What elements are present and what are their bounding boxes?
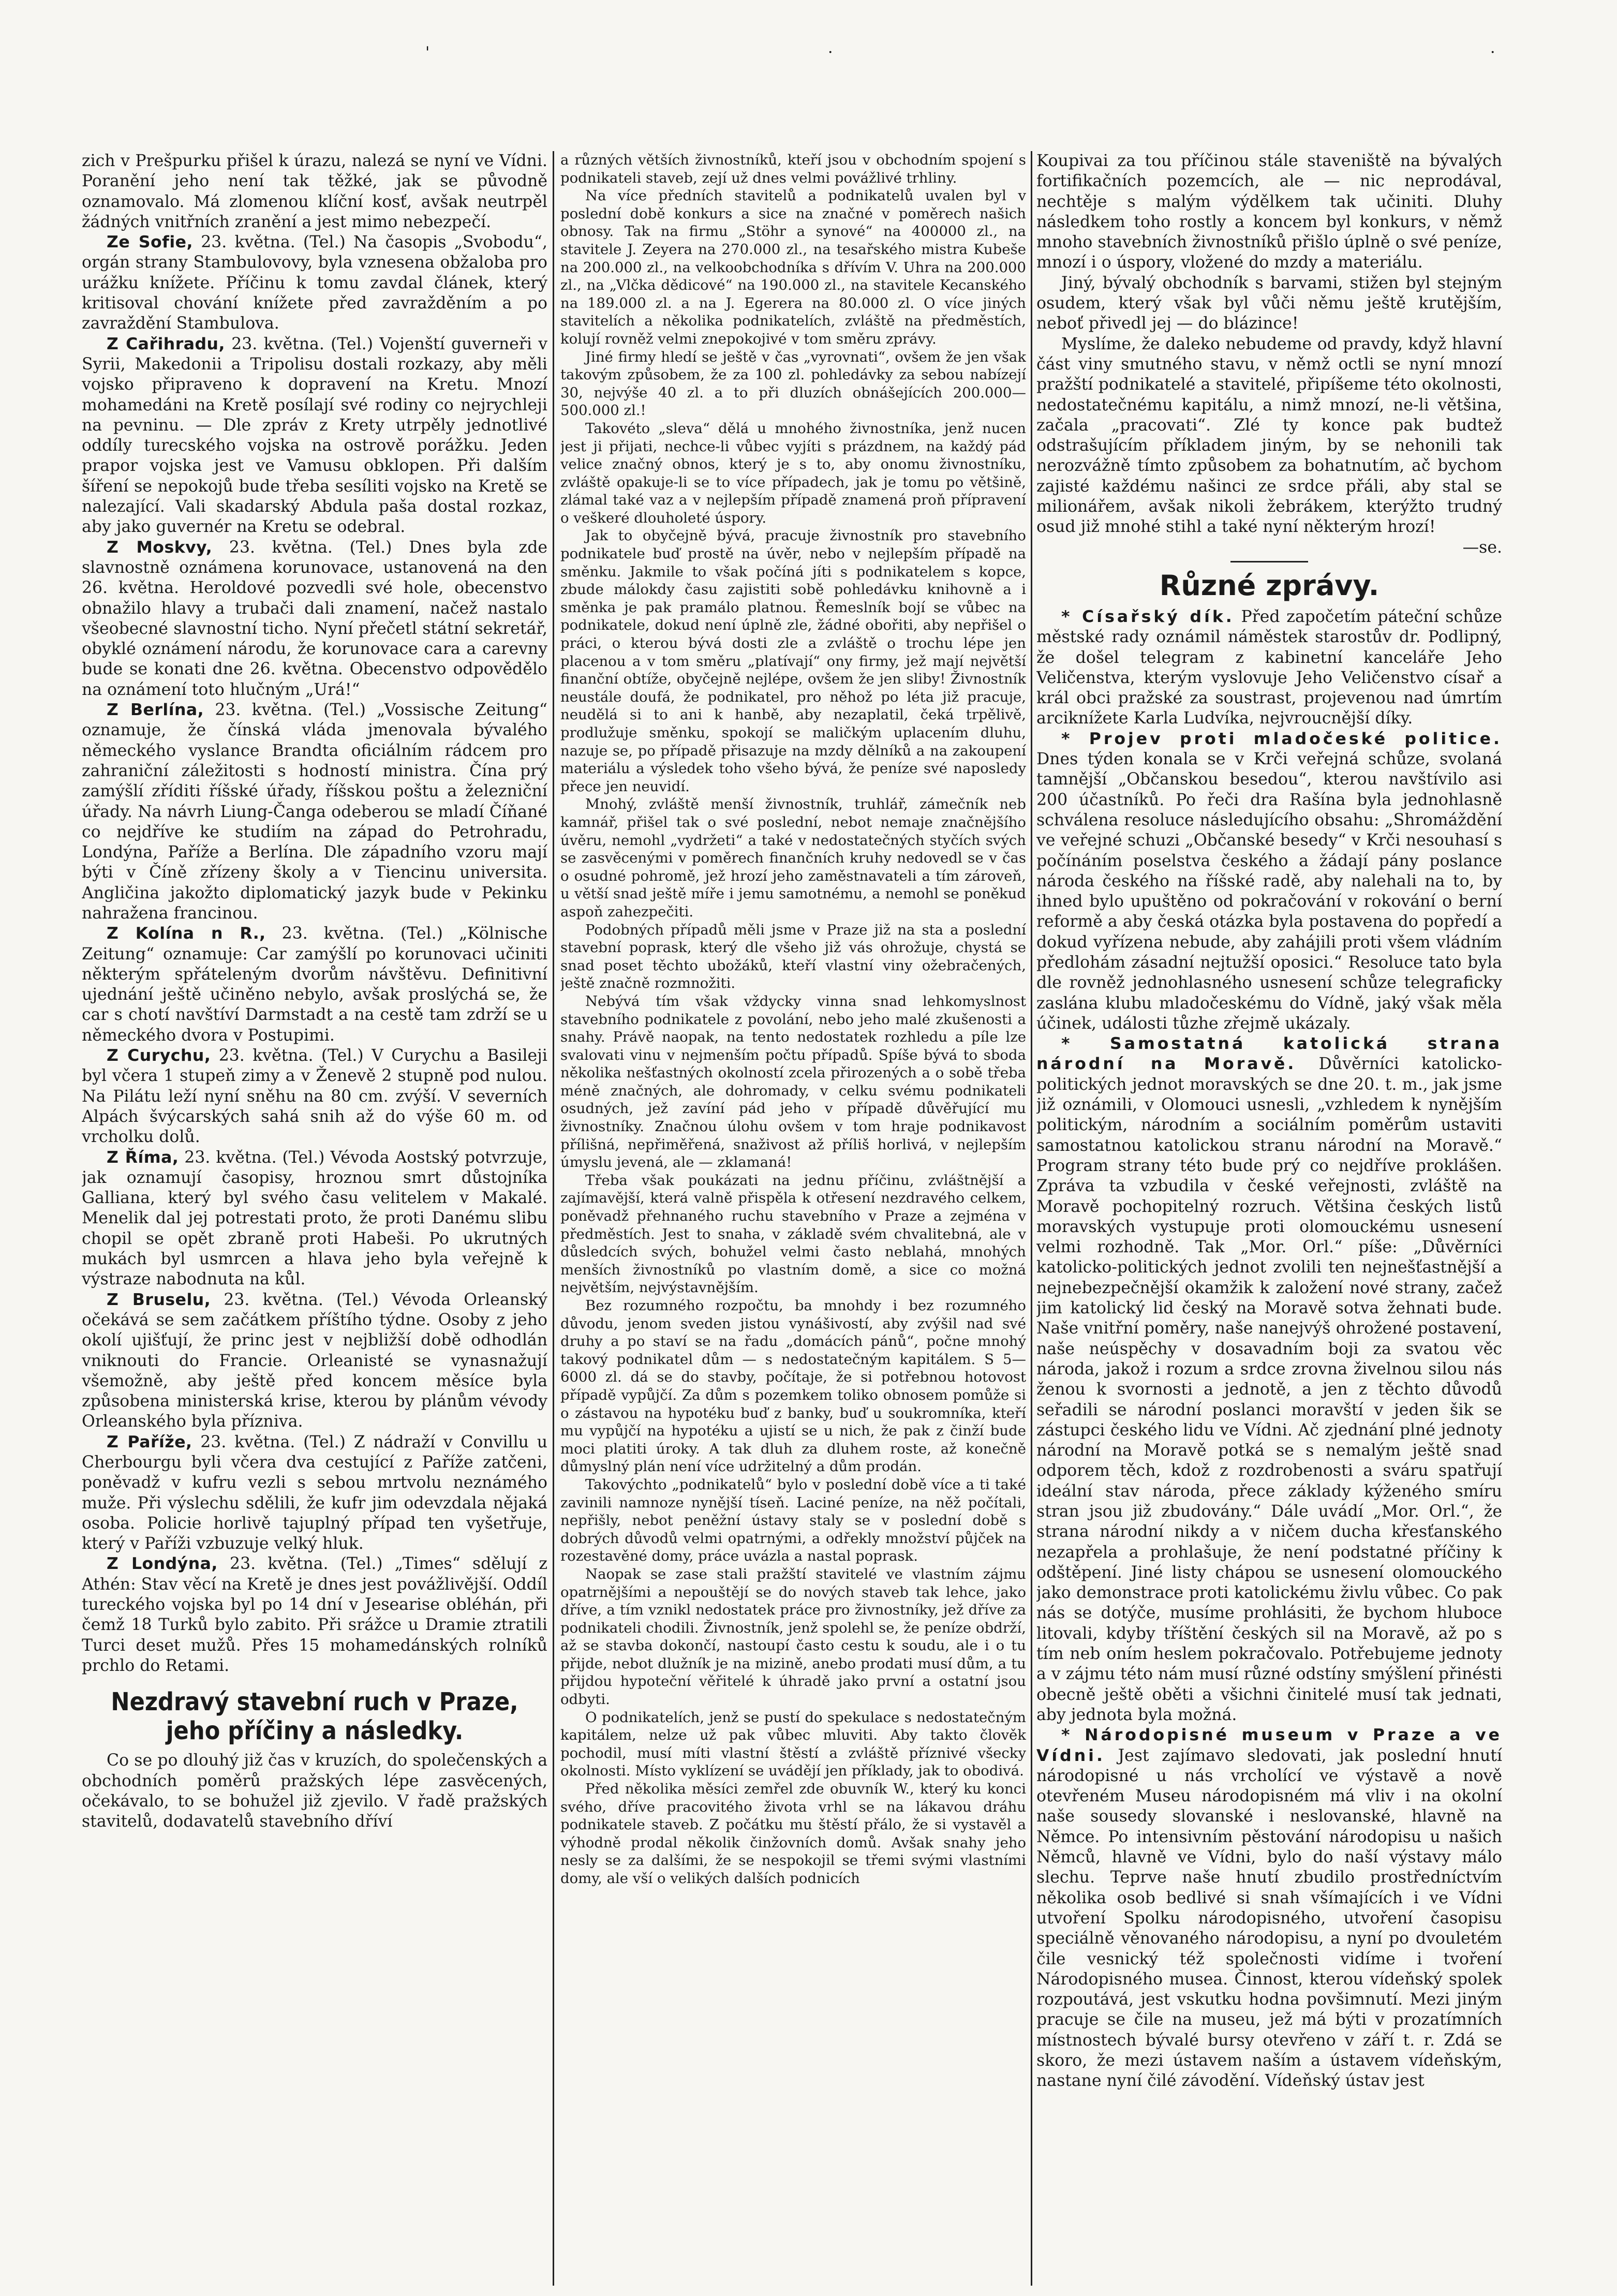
news-text: 23. května. (Tel.) Vévoda Orleanský očekává se sem začátkem příštího týdne. Osoby z jeho okolí ujišťují, že princ jest v nejbližší době odhodlán vniknouti do Francie. Orleanisté se vynasnažují všemožně, aby ještě před koncem měsíce byla způsobena ministerská krise, kterou by plánům vévody Orleanského byla přízniva. [82, 1290, 547, 1431]
paragraph: Podobných případů měli jsme v Praze již na sta a poslední stavební poprask, který dle všeho již vás ohrožuje, chystá se snad poset těchto ubožáků, kteří vlastní viny ožebračených, ještě značně rozmnožiti. [560, 921, 1026, 992]
news-text: 23. května. (Tel.) „Kölnische Zeitung“ oznamuje: Car zamýšlí po korunovaci učiniti některým spřáteleným dvorům návštěvu. Definitivní ujednání ještě učiněno nebylo, avšak proslýchá se, že car s chotí navštíví Darmstadt a na cestě tam zdrží se u německého dvora v Postupimi. [82, 924, 547, 1045]
dateline: Z Londýna, [107, 1554, 218, 1574]
news-text: 23. května. (Tel.) „Times“ sdělují z Athén: Stav věcí na Kretě je dnes jest povážlivější. Oddíl tureckého vojska byl po 14 dní v Jesearise obléhán, při čemž 18 Turků bylo zabito. Při srážce u Dramie ztratili Turci deset mužů. Přes 15 mohamedánských rolníků prchlo do Retami. [82, 1554, 547, 1675]
paragraph: Myslíme, že daleko nebudeme od pravdy, když hlavní část viny smutného stavu, v němž octli se nyní mnozí pražští podnikatelé a stavitelé, připíšeme této okolnosti, nedostatečnému kapitálu, a nimž mnozí, ne-li většina, začala „pracovati“. Zlé ty konce pak budtež odstrašujícím příkladem jiným, by se nehonili tak nerozvážně tímto způsobem za bohatnutím, ač bychom zajisté každému našinci ze srdce přáli, aby stal se milionářem, avšak nikoli žebrákem, kterýžto trudný osud již mnohé stihl a také nyní některým hrozí! [1036, 334, 1502, 537]
paragraph: Jak to obyčejně bývá, pracuje živnostník pro stavebního podnikatele buď prostě na úvěr, nebo v nejlepším případě na směnku. Jakmile to však počíná jíti s podnikatelem s kopce, zbude málokdy času zajistiti sobě pohledávku knihovně a i směnka je pak pramálo platnou. Řemeslník bojí se vůbec na podnikatele, dokud není úplně zle, žádné obořiti, aby nepřišel o práci, o kterou bývá dosti zle a zvláště o trochu lépe jen placenou a v tom směru „platívají“ ony firmy, jež mají největší finanční obtíže, obyčejně nejlépe, ovšem že jen sliby! Živnostník neustále doufá, že podnikatel, pro něhož po léta již pracuje, neudělá si to ani k hanbě, aby nezaplatil, čeká trpělivě, prodlužuje směnku, spokojí se maličkým uplacením dluhu, nazuje se, po případě přisazuje na mzdy dělníků a na zakoupení materiálu a výsledek toho všeho bývá, že peníze své naposledy přece jen neuvidí. [560, 527, 1026, 795]
news-item [1036, 607, 1502, 729]
news-text: Důvěrníci katolicko-politických jednot moravských se dne 20. t. m., jak jsme již oznámili, v Olomouci usnesli, „vzhledem k nynějším politickým, národním a sociálním poměrům ustaviti samostatnou katolickou stranu národní na Moravě.“ Program strany této bude prý co nejdříve proklášen. Zpráva ta vzbudila v české veřejnosti, zvláště na Moravě pochopitelný rozruch. Většina českých listů moravských vystupuje proti olomouckému usnesení velmi rozhodně. Tak „Mor. Orl.“ píše: „Důvěrníci katolicko-politických jednot zvolili ten nejnešťastnější a nejnebezpečnější okamžik k založení nové strany, začež jim katolický lid český na Moravě sotva žehnati bude. Naše vnitřní poměry, naše nanejvýš ohrožené postavení, naše neúspěchy v dosavadním boji za svatou věc národa, jakož i rozum a srdce zrovna živelnou silou nás ženou k svornosti a jednotě, a jen z těchto důvodů seřadili se národní poslanci moravští v jeden šik se zástupci českého lidu ve Vídni. Ač zjednání plné jednoty národní na Moravě potká se s nemalým ještě snad odporem těch, kdož z rozdrobenosti a sváru spatřují ideální stav národa, přece základy kýženého smíru stran jsou již zbudovány.“ Dále uvádí „Mor. Orl.“, že strana národní nikdy a v ničem ducha křesťanského nezapřela a prohlašuje, že není podstatné příčiny k odštěpení. Jiné listy chápou se usnesení olomouckého jako demonstrace proti katolickému živlu vůbec. Co pak nás se dotýče, musíme prohlásiti, že bychom hluboce litovali, kdyby tříštění českých sil na Moravě, až po s tím neb oním heslem pokračovalo. Potřebujeme jednoty a v zájmu této nám musí různé odstíny smýšlení přinésti obecně ještě oběti a všichni činitelé musí tak jednati, aby jednota byla možná. [1036, 1055, 1502, 1724]
paragraph: O podnikatelích, jenž se pustí do spekulace s nedostatečným kapitálem, nelze už pak vůbec mluviti. Aby takto člověk pochodil, musí míti vlastní štěstí a zvláště příznivé všecky okolnosti. Místo vyklízení se uvádějí jen příklady, jak to obodivá. [560, 1709, 1026, 1780]
scan-mark: · [1490, 43, 1495, 62]
column-left [82, 151, 547, 2286]
news-item [82, 232, 547, 334]
news-text: 23. května. (Tel.) V Curychu a Basileji byl včera 1 stupeň zimy a v Ženevě 2 stupně pod nulou. Na Pilátu leží nyní sněhu na 80 cm. zvýší. V severních Alpách švýcarských sahá snih až do výše 60 m. od vrcholku dolů. [82, 1046, 547, 1147]
paragraph: Naopak se zase stali pražští stavitelé ve vlastním zájmu opatrnějšími a nepouštějí se do nových staveb tak lehce, jako dříve, a tím vznikl nedostatek práce pro živnostníky, jež dříve za podnikateli chodili. Živnostník, jenž spolehl se, že peníze obdrží, až se stavba dokončí, nastoupí často cestu k soudu, ale i o tu přijde, nebot dlužník je na mizině, anebo prodati musí dům, a tu přijdou hypoteční věřitelé k úhradě jako první a ostatní jsou odbyti. [560, 1565, 1026, 1708]
column-right [1036, 151, 1502, 2286]
news-text: Jest zajímavo sledovati, jak poslední hnutí národopisné u nás vrcholící ve výstavě a nově otevřeném Museu národopisném má vliv i na okolní naše sousedy slovanské i neslovanské, hlavně na Němce. Po intensivním pěstování národopisu u našich Němců, hlavně ve Vídni, bylo do naší výstavy málo slechu. Teprve naše hnutí zbudilo prostředníctvím několika osob bedlivé si snah všímajících i ve Vídni utvoření Spolku národopisného, utvoření časopisu speciálně věnovaného národopisu, a nyní po dvouletém čile vesnický též společnosti vidíme i tvoření Národopisného musea. Činnost, kterou vídeňský spolek rozpoutává, jest vskutku hodna povšimnutí. Mezi jiným pracuje se čile na museu, jež má býti v prozatímních místnostech bývalé bursy otevřeno v září t. r. Zdá se skoro, že mezi ústavem naším a ústavem vídeňským, nastane nyní čilé závodění. Vídeňský ústav jest [1036, 1746, 1502, 2091]
news-text: Před započetím páteční schůze městské rady oznámil náměstek starostův dr. Podlipný, že došel telegram z kabinetní kanceláře Jeho Veličenstva, kterým vyslovuje Jeho Veličenstvo císař a král obci pražské za soustrast, projevenou nad úmrtím arciknížete Karla Ludvíka, nejvroucnější díky. [1036, 607, 1502, 728]
item-heading: * Národopisné museum v Praze a ve Vídni. [1036, 1726, 1502, 1765]
paragraph: zich v Prešpurku přišel k úrazu, nalezá se nyní ve Vídni. Poranění jeho není tak těžké, jak se původně oznamovalo. Má zlomenou klíční kosť, avšak neutrpěl žádných vnitřních zranění a jest mimo nebezpečí. [82, 152, 547, 231]
news-item [82, 700, 547, 924]
news-item [1036, 1034, 1502, 1725]
section-rule [1230, 561, 1308, 562]
news-item [82, 924, 547, 1046]
dateline: Ze Sofie, [107, 233, 194, 252]
dateline: Z Kolína n R., [107, 924, 266, 943]
item-heading: * Samostatná katolická strana národní na Moravě. [1036, 1034, 1502, 1074]
paragraph: Takovéto „sleva“ dělá u mnohého živnostníka, jenž nucen jest ji přijati, nechce-li vůbec vyjíti s prázdnem, na každý pád velice značný obnos, který je s to, aby onomu živnostníku, zvláště opakuje-li se to více případech, jak je tomu po většině, zlámal také vaz a v nejlepším případě znamená proň přípravení o veškeré dlouholeté úspory. [560, 420, 1026, 526]
column-divider [553, 151, 554, 2286]
item-heading: * Císařský dík. [1061, 607, 1235, 626]
paragraph: Před několika měsíci zemřel zde obuvník W., který ku konci svého, dříve pracovitého života vrhl se na lákavou dráhu podnikatele staveb. Z počátku mu štěstí přálo, že si vystavěl a výhodně prodal několik činžovních domů. Avšak snahy jeho nesly se za dalšími, že se nespokojil se třemi svými vlastními domy, ale vší o velikých dalších podnicích [560, 1781, 1026, 1887]
dateline: Z Cařihradu, [107, 334, 225, 353]
news-item [82, 334, 547, 538]
paragraph: a různých větších živnostníků, kteří jsou v obchodním spojení s podnikateli staveb, zejí už dnes velmi povážlivé trhliny. [560, 152, 1026, 186]
news-item [82, 1432, 547, 1554]
item-heading: * Projev proti mladočeské politice. [1061, 729, 1502, 748]
news-text: 23. května. (Tel.) Z nádraží v Convillu u Cherbourgu byli včera dva cestující z Paříže zatčeni, poněvadž v kufru vezli s sebou mrtvolu neznámého muže. Při výslechu sdělili, že kufr jim odevzdala nějaká osoba. Policie horlivě tajuplný případ ten vyšetřuje, který v Paříži vzbuzuje velký hluk. [82, 1432, 547, 1553]
article-headline: Nezdravý stavební ruch v Praze, jeho příčiny a následky. [111, 1687, 518, 1746]
paragraph: Koupivai za tou příčinou stále staveniště na bývalých fortifikačních pozemcích, ale — nic neprodával, nechtěje s malým výdělkem tak učiniti. Dluhy následkem toho rostly a koncem byl konkurs, v němž mnoho stavebních živnostníků přišlo úplně o své peníze, mnozí i o úspory, vložené do mzdy a materiálu. [1036, 152, 1502, 272]
news-item [82, 1046, 547, 1147]
scan-mark: · [828, 43, 833, 62]
paragraph: Takovýchto „podnikatelů“ bylo v poslední době více a ti také zavinili namnoze nynější tíseň. Laciné peníze, na něž počítali, nepřišly, nebot peněžní ústavy staly se v poslední době s dobrých důvodů velmi opatrnými, a odřekly množství půjček na rozestavěné domy, práce uvázla a nastal poprask. [560, 1476, 1026, 1565]
dateline: Z Curychu, [107, 1046, 211, 1065]
news-text: 23. května. (Tel.) Na časopis „Svobodu“, orgán strany Stambulovovy, byla vznesena obžaloba pro urážku knížete. Příčinu k tomu zavdal článek, který kritisoval chování knížete před zavražděním a po zavraždění Stambulova. [82, 233, 547, 333]
news-text: 23. května. (Tel.) „Vossische Zeitung“ oznamuje, že čínská vláda jmenovala bývalého německého vyslance Brandta oficiálním rádcem pro zahraniční záležitosti s hodností ministra. Čína prý zamýšlí zříditi říšské úřady, říšskou poštu a železniční úřady. Na návrh Liung-Čanga odeberou se mladí Číňané co nejdříve ke studiím na západ do Petrohradu, Londýna, Paříže a Berlína. Dle západního vzoru mají býti v Číně zřízeny školy a v Tiencinu universita. Angličina jakožto diplomatický jazyk bude v Pekinku nahražena francinou. [82, 701, 547, 923]
news-text: 23. května. (Tel.) Dnes byla zde slavnostně oznámena korunovace, ustanovená na den 26. května. Heroldové pozvedli své hole, obecenstvo obnažilo hlavy a trubači dali znamení, načež nastalo všeobecné slavnostní ticho. Nyní přečetl státní sekretář, obyklé oznámení národu, že korunovace cara a carevny bude se konati dne 26. května. Obecenstvo odpovědělo na oznámení toto hlučným „Urá!“ [82, 538, 547, 699]
news-text: 23. května. (Tel.) Vojenští guverneři v Syrii, Makedonii a Tripolisu dostali rozkazy, aby měli vojsko připraveno k dopravení na Kretu. Mnozí mohamedáni na Kretě posílají své rodiny co nejrychleji na pevninu. — Dle zpráv z Krety utrpěly jednotlivé oddíly turecského vojska na ostrově porážku. Jeden prapor vojska jest ve Vamusu obklopen. Při dalším šíření se nepokojů bude třeba sesíliti vojsko na Kretě se nalezající. Vali skadarský Abdula paša dostal rozkaz, aby jako guvernér na Kretu se odebral. [82, 334, 547, 537]
dateline: Z Bruselu, [107, 1290, 211, 1309]
section-heading: Různé zprávy. [1159, 569, 1379, 602]
column-divider [1031, 151, 1032, 2286]
column-middle [560, 151, 1026, 2286]
news-item [82, 1554, 547, 1676]
paragraph: Jiné firmy hledí se ještě v čas „vyrovnati“, ovšem že jen však takovým způsobem, že za 100 zl. pohledávky za sebou nabízejí 30, nejvýše 40 zl. a to při dluzích obnášejících 200.000—500.000 zl.! [560, 348, 1026, 419]
author-signature: —se. [1462, 538, 1502, 557]
news-item [82, 1148, 547, 1290]
news-text: Dnes týden konala se v Krči veřejná schůze, svolaná tamnější „Občanskou besedou“, kterou navštívilo asi 200 účastníků. Po řeči dra Rašína byla jednohlasně schválena resoluce následujícího obsahu: „Shromáždění ve veřejné schuzi „Občanské besedy“ v Krči nesouhasí s počínáním poselstva českého a žádají pány poslance národa českého na říšské radě, aby nalehali na to, by ihned bylo upuštěno od pokračování v rokování o berní reformě a aby česká otázka byla postavena do popředí a dokud vyřízena nebude, aby zahájili proti všem vládním předlohám zásadní nejtužší oposici.“ Resoluce tato byla dle rovněž jednohlasného usnesení schůze telegraficky zaslána klubu mladočeskému do Vídně, jaký však měla účinek, události tůzhe zřejmě ukázaly. [1036, 750, 1502, 1033]
paragraph: Jiný, bývalý obchodník s barvami, stižen byl stejným osudem, který však byl vůči němu ještě krutějším, neboť přivedl jej — do blázince! [1036, 273, 1502, 333]
paragraph: Na více předních stavitelů a podnikatelů uvalen byl v poslední době konkurs a sice na značné v poměrech našich obnosy. Tak na firmu „Stöhr a synové“ na 400000 zl., na stavitele J. Zeyera na 270.000 zl., na tesařského mistra Kubeše na 200.000 zl., na velkoobchodníka s dřívím V. Uhra na 200.000 zl., na „Vlčka dědicové“ na 190.000 zl., na stavitele Kecanského na 189.000 zl. a na J. Egerera na 80.000 zl. O více jiných stavitelích a několika podnikatelích, zvláště na předměstích, kolují rovněž velmi znepokojivé v tom směru zprávy. [560, 187, 1026, 347]
news-item [82, 538, 547, 700]
paragraph: Třeba však poukázati na jednu příčinu, zvláštnější a zajímavější, která valně přispěla k otřesení nezdravého celkem, poněvadž přehnaného ruchu stavebního v Praze a zejména v předměstích. Jest to snaha, v základě svém chvalitebná, ale v důsledcích svých, bohužel velmi často neblahá, mnohých menších živnostníků po vlastním domě, a sice co možná největším, nejvýstavnějším. [560, 1172, 1026, 1296]
paragraph: Bez rozumného rozpočtu, ba mnohdy i bez rozumného důvodu, jenom sveden jistou vynášivostí, aby zvýšil nad své druhy a po staví se na řadu „domácích pánů“, počne mnohý takový podnikatel dům — s nedostatečným kapitálem. S 5—6000 zl. dá se do stavby, počítaje, že si potřebnou hotovost případě vypůjčí. Za dům s pozemkem toliko obnosem pomůže si o zástavou na hypotéku buď z banky, buď u soukromníka, kteří mu vypůjčí na hypotéku a ujistí se u nich, že pak z činží bude moci platiti úroky. A tak dluh za dluhem roste, až konečně důmyslný plán není více udržitelný a dům prodán. [560, 1297, 1026, 1475]
dateline: Z Berlína, [107, 701, 204, 720]
paragraph: Co se po dlouhý již čas v kruzích, do společenských a obchodních poměrů pražských lépe zasvěcených, očekávalo, to se bohužel již zjevilo. V řadě pražských stavitelů, dodavatelů stavebního dříví [82, 1751, 547, 1831]
news-item [1036, 729, 1502, 1034]
paragraph: Nebývá tím však vždycky vinna snad lehkomyslnost stavebního podnikatele z povolání, nebo jeho malé zkušenosti a snahy. Právě naopak, na tento nedostatek rozhledu a píle lze svalovati vinu v nejmenším počtu případů. Spíše bývá to sboda několika nešťastných okolností zcela přirozených a o sobě třeba méně značných, ale dohromady, v celku svému podnikateli osudných, jež zavíní pád jeho v případě důvěřující mu živnostníky. Značnou úlohu ovšem v tom hraje podnikavost přílišná, nepřiměřená, snaživost až příliš horlivá, v nejlepším úmyslu jevená, ale — zklamaná! [560, 993, 1026, 1171]
news-item [82, 1290, 547, 1432]
dateline: Z Říma, [107, 1148, 179, 1167]
scan-mark: ' [425, 43, 430, 62]
paragraph: Mnohý, zvláště menší živnostník, truhlář, zámečník neb kamnář, přišel tak o své poslední, nebot nemaje značnějšího úvěru, nemohl „vydržeti“ a také v nedostatečných styčích svých se zasvěcenými v poměrech finančních kruhy nedovedl se v čas o osudné pohromě, jež hrozí jeho zaměstnavateli a tím zároveň, u větší snad ještě míře i jemu samotnému, a nemohl se poněkud aspoň zahezpečiti. [560, 796, 1026, 920]
news-item [1036, 1725, 1502, 2091]
dateline: Z Moskvy, [107, 538, 213, 557]
news-text: 23. května. (Tel.) Vévoda Aostský potvrzuje, jak oznamují časopisy, hroznou smrt důstojníka Galliana, který byl svého času velitelem v Makalé. Menelik dal jej potrestati proto, že proti Danému slibu chopil se opět zbraně proti Habeši. Po ukrutných mukách byl usmrcen a hlava jeho byla veřejně k výstraze nabodnuta na kůl. [82, 1148, 547, 1289]
dateline: Z Paříže, [107, 1432, 192, 1451]
